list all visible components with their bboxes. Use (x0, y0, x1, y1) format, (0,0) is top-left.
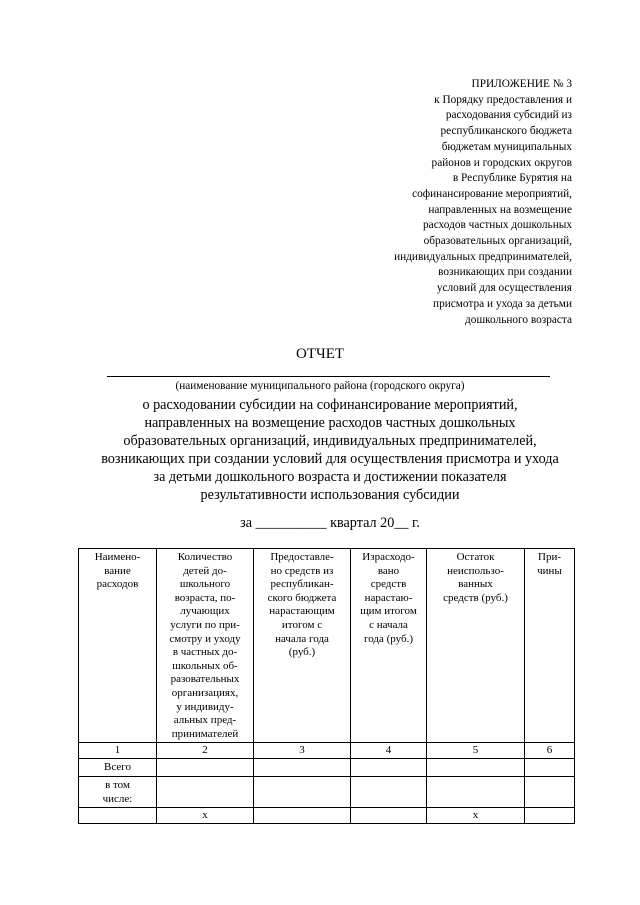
subtitle-line: результативности использования субсидии (200, 487, 460, 503)
appendix-line: к Порядку предоставления и (434, 93, 572, 106)
header-cell-funds-provided: Предоставле- но средств из республикан- ского бюджета нарастающим итогом с начала года (руб.) (254, 549, 351, 743)
table-row-breakdown (79, 808, 575, 824)
appendix-line: расходования субсидий из (445, 109, 572, 122)
table-header-row (79, 549, 575, 743)
table-cell (79, 808, 157, 824)
table-cell (157, 776, 254, 807)
column-number: 6 (525, 743, 575, 759)
appendix-line: образовательных организаций, (423, 235, 572, 248)
column-number: 4 (351, 743, 427, 759)
appendix-line: направленных на возмещение (428, 203, 572, 216)
table-cell (254, 776, 351, 807)
report-title: ОТЧЕТ (295, 346, 345, 362)
table-cell (525, 758, 575, 776)
subtitle-line: направленных на возмещение расходов частных дошкольных (144, 415, 516, 431)
table-cell (157, 758, 254, 776)
appendix-line: республиканского бюджета (440, 125, 572, 138)
appendix-line: в Республике Бурятия на (452, 172, 572, 185)
report-table (78, 548, 575, 824)
header-cell-funds-spent: Израсходо- вано средств нарастаю- щим итогом с начала года (руб.) (351, 549, 427, 743)
report-period: за __________ квартал 20__ г. (240, 515, 420, 531)
header-cell-children-count: Количество детей до- школьного возраста, по- лучающих услуги по при- смотру и уходу в частных до- школьных об- разовательных организациях, у индивиду- альных пред- принимателей (157, 549, 254, 743)
table-cell (525, 776, 575, 807)
table-cell-x-mark: х (157, 808, 254, 824)
including-label: в том числе: (79, 776, 157, 807)
municipality-caption: (наименование муниципального района (городского округа) (175, 380, 465, 392)
appendix-line: присмотра и ухода за детьми (433, 297, 572, 310)
table-row-including (79, 776, 575, 807)
table-cell (351, 758, 427, 776)
appendix-line: ПРИЛОЖЕНИЕ № 3 (471, 78, 572, 90)
header-cell-unused-balance: Остаток неиспользо- ванных средств (руб.) (427, 549, 525, 743)
table-row-total (79, 758, 575, 776)
table-cell (254, 758, 351, 776)
municipality-blank-line (107, 376, 550, 377)
appendix-line: возникающих при создании (438, 266, 572, 279)
column-number: 3 (254, 743, 351, 759)
table-cell-x-mark: х (427, 808, 525, 824)
appendix-line: дошкольного возраста (465, 313, 572, 326)
subtitle-line: за детьми дошкольного возраста и достижении показателя (153, 469, 507, 485)
appendix-line: районов и городских округов (431, 156, 572, 169)
appendix-line: бюджетам муниципальных (441, 140, 572, 153)
table-cell (427, 776, 525, 807)
report-subtitle (80, 396, 580, 504)
appendix-line: условий для осуществления (436, 282, 572, 295)
column-number: 2 (157, 743, 254, 759)
table-number-row (79, 743, 575, 759)
header-cell-reasons: При- чины (525, 549, 575, 743)
header-cell-expenses: Наимено- вание расходов (79, 549, 157, 743)
appendix-line: софинансирование мероприятий, (412, 187, 572, 200)
column-number: 1 (79, 743, 157, 759)
table-cell (254, 808, 351, 824)
subtitle-line: о расходовании субсидии на софинансирование мероприятий, (142, 397, 518, 413)
subtitle-line: возникающих при создании условий для осуществления присмотра и ухода (101, 451, 559, 467)
subtitle-line: образовательных организаций, индивидуальных предпринимателей, (123, 433, 537, 449)
table-cell (525, 808, 575, 824)
table-cell (427, 758, 525, 776)
column-number: 5 (427, 743, 525, 759)
total-label: Всего (79, 758, 157, 776)
appendix-line: расходов частных дошкольных (423, 219, 572, 232)
table-cell (351, 808, 427, 824)
appendix-block (357, 77, 572, 328)
appendix-line: индивидуальных предпринимателей, (394, 250, 572, 263)
table-cell (351, 776, 427, 807)
